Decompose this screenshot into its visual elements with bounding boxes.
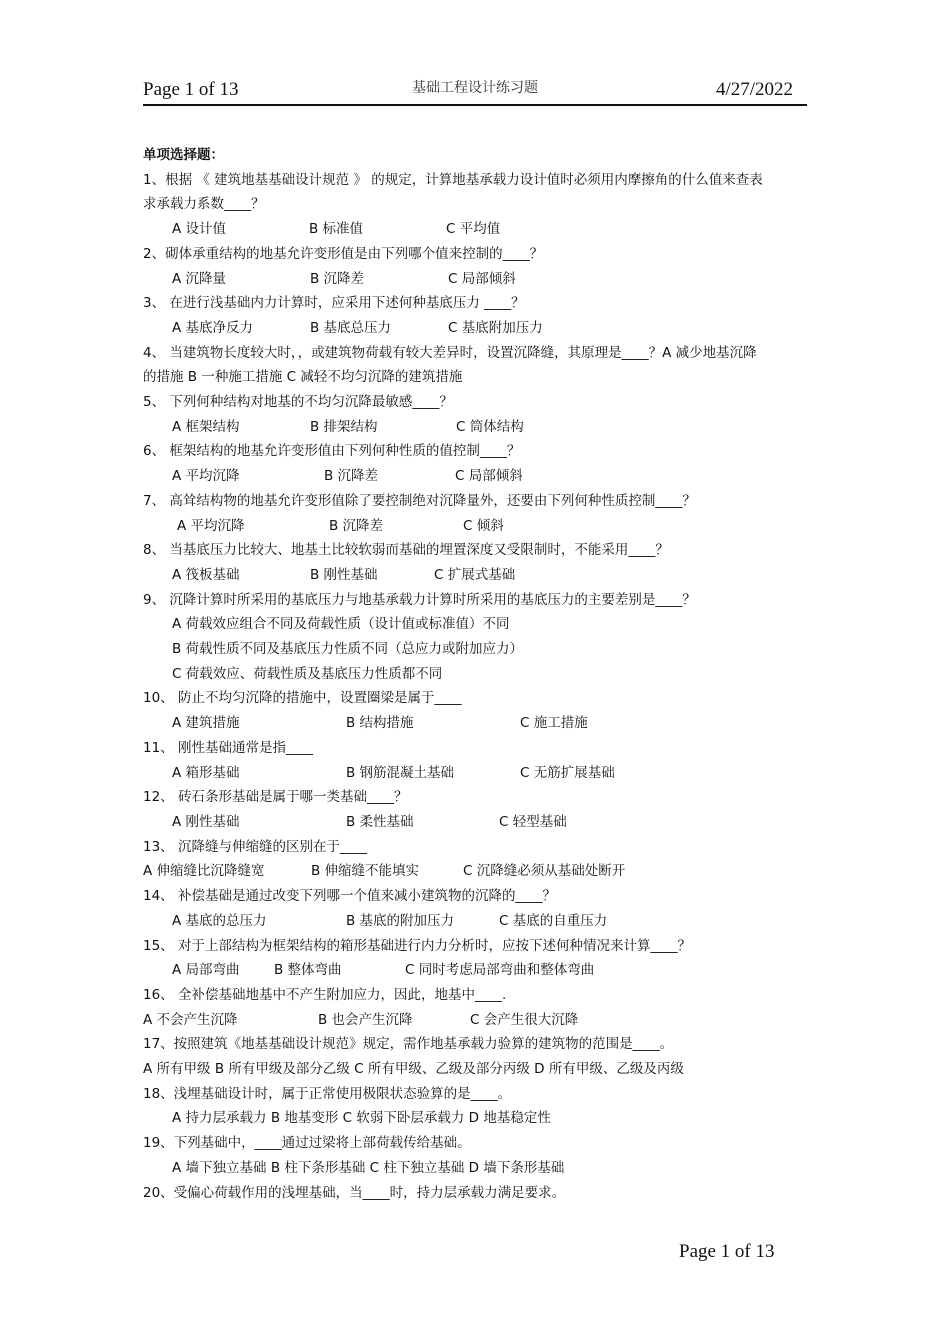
option-b: B 基底总压力 [310, 319, 392, 336]
question-3-options [143, 316, 811, 341]
section-title: 单项选择题： [143, 147, 224, 163]
question-13: 13、 沉降缝与伸缩缝的区别在于____ [143, 838, 367, 855]
option-c: C 平均值 [446, 221, 501, 238]
option-c: C 局部倾斜 [448, 270, 516, 287]
option-a: A 局部弯曲 [172, 962, 240, 979]
question-13-options [143, 859, 811, 884]
question-1-cont: 求承载力系数____？ [143, 196, 265, 213]
question-9-option-b: B 荷载性质不同及基底压力性质不同（总应力或附加应力） [172, 641, 524, 658]
question-4: 4、 当建筑物长度较大时，，或建筑物荷载有较大差异时，设置沉降缝，其原理是____？A 减少地基沉降 [143, 344, 757, 361]
option-a: A 建筑措施 [172, 715, 240, 732]
question-20: 20、受偏心荷载作用的浅埋基础，当____时，持力层承载力满足要求。 [143, 1184, 566, 1201]
option-a: A 设计值 [172, 221, 227, 238]
question-8: 8、 当基底压力比较大、地基土比较软弱而基础的埋置深度又受限制时，不能采用____？ [143, 542, 669, 559]
page-header [143, 76, 807, 106]
option-a: A 刚性基础 [172, 813, 240, 830]
question-12: 12、 砖石条形基础是属于哪一类基础____？ [143, 789, 408, 806]
question-9: 9、 沉降计算时所采用的基底压力与地基承载力计算时所采用的基底压力的主要差别是____？ [143, 591, 696, 608]
question-8-options [143, 563, 811, 588]
question-19: 19、下列基础中，____通过过梁将上部荷载传给基础。 [143, 1135, 471, 1152]
option-c: C 轻型基础 [499, 813, 567, 830]
option-c: C 扩展式基础 [434, 566, 516, 583]
option-c: C 施工措施 [520, 715, 588, 732]
option-b: B 也会产生沉降 [318, 1011, 413, 1028]
question-7: 7、 高耸结构物的地基允许变形值除了要控制绝对沉降量外，还要由下列何种性质控制____？ [143, 492, 696, 509]
question-16-options [143, 1008, 811, 1033]
question-list [143, 143, 811, 1205]
question-9-option-c: C 荷载效应、荷载性质及基底压力性质都不同 [172, 665, 443, 682]
question-5-options [143, 415, 811, 440]
question-5: 5、 下列何种结构对地基的不均匀沉降最敏感____？ [143, 394, 453, 411]
option-c: C 基底附加压力 [448, 319, 543, 336]
header-title: 基础工程设计练习题 [412, 81, 538, 96]
question-9-option-a: A 荷载效应组合不同及荷载性质（设计值或标准值）不同 [172, 616, 510, 633]
option-b: B 排架结构 [310, 418, 378, 435]
option-a: A 平均沉降 [177, 517, 245, 534]
question-17: 17、按照建筑《地基基础设计规范》规定，需作地基承载力验算的建筑物的范围是____。 [143, 1036, 674, 1053]
option-a: A 基底的总压力 [172, 912, 267, 929]
option-b: B 柔性基础 [346, 813, 414, 830]
option-c: C 无筋扩展基础 [520, 764, 615, 781]
question-10-options [143, 711, 811, 736]
question-18: 18、浅埋基础设计时，属于正常使用极限状态验算的是____。 [143, 1085, 512, 1102]
question-14-options [143, 909, 811, 934]
question-19-options: A 墙下独立基础 B 柱下条形基础 C 柱下独立基础 D 墙下条形基础 [172, 1159, 565, 1176]
question-15: 15、 对于上部结构为框架结构的箱形基础进行内力分析时，应按下述何种情况来计算____？ [143, 937, 691, 954]
option-b: B 整体弯曲 [274, 962, 342, 979]
option-c: C 筒体结构 [456, 418, 524, 435]
header-page-number: Page 1 of 13 [143, 79, 239, 100]
option-a: A 沉降量 [172, 270, 227, 287]
question-4-cont: 的措施 B 一种施工措施 C 减轻不均匀沉降的建筑措施 [143, 369, 463, 386]
question-1: 1、根据 《 建筑地基基础设计规范 》 的规定，计算地基承载力设计值时必须用内摩擦角的什么值来查表 [143, 171, 763, 188]
option-a: A 箱形基础 [172, 764, 240, 781]
question-18-options: A 持力层承载力 B 地基变形 C 软弱下卧层承载力 D 地基稳定性 [172, 1110, 551, 1127]
option-b: B 伸缩缝不能填实 [311, 863, 420, 880]
option-a: A 伸缩缝比沉降缝宽 [143, 863, 265, 880]
option-a: A 基底净反力 [172, 319, 254, 336]
question-16: 16、 全补偿基础地基中不产生附加应力，因此，地基中____. [143, 986, 507, 1003]
option-a: A 平均沉降 [172, 468, 240, 485]
question-1-options [143, 217, 811, 242]
option-b: B 结构措施 [346, 715, 414, 732]
question-7-options [143, 514, 811, 539]
question-15-options [143, 958, 811, 983]
question-6: 6、 框架结构的地基允许变形值由下列何种性质的值控制____？ [143, 443, 521, 460]
option-b: B 沉降差 [329, 517, 384, 534]
option-b: B 刚性基础 [310, 566, 378, 583]
question-12-options [143, 810, 811, 835]
question-11: 11、 刚性基础通常是指____ [143, 739, 313, 756]
question-6-options [143, 464, 811, 489]
question-2-options [143, 267, 811, 292]
question-10: 10、 防止不均匀沉降的措施中，设置圈梁是属于____ [143, 690, 462, 707]
page-footer: Page 1 of 13 [679, 1241, 775, 1262]
question-3: 3、 在进行浅基础内力计算时，应采用下述何种基底压力 ____？ [143, 295, 525, 312]
option-a: A 框架结构 [172, 418, 240, 435]
header-date: 4/27/2022 [715, 79, 793, 100]
option-c: C 基底的自重压力 [499, 912, 608, 929]
option-c: C 同时考虑局部弯曲和整体弯曲 [405, 962, 595, 979]
option-a: A 筏板基础 [172, 566, 240, 583]
question-2: 2、砌体承重结构的地基允许变形值是由下列哪个值来控制的____？ [143, 245, 544, 262]
option-c: C 局部倾斜 [455, 468, 523, 485]
question-14: 14、 补偿基础是通过改变下列哪一个值来减小建筑物的沉降的____？ [143, 888, 556, 905]
option-c: C 沉降缝必须从基础处断开 [463, 863, 626, 880]
question-11-options [143, 761, 811, 786]
option-b: B 标准值 [309, 221, 364, 238]
option-c: C 会产生很大沉降 [470, 1011, 579, 1028]
question-17-options: A 所有甲级 B 所有甲级及部分乙级 C 所有甲级、乙级及部分丙级 D 所有甲级、乙级及丙级 [143, 1061, 684, 1078]
option-b: B 基底的附加压力 [346, 912, 455, 929]
option-b: B 沉降差 [324, 468, 379, 485]
option-c: C 倾斜 [463, 517, 504, 534]
option-b: B 沉降差 [310, 270, 365, 287]
option-b: B 钢筋混凝土基础 [346, 764, 455, 781]
option-a: A 不会产生沉降 [143, 1011, 238, 1028]
